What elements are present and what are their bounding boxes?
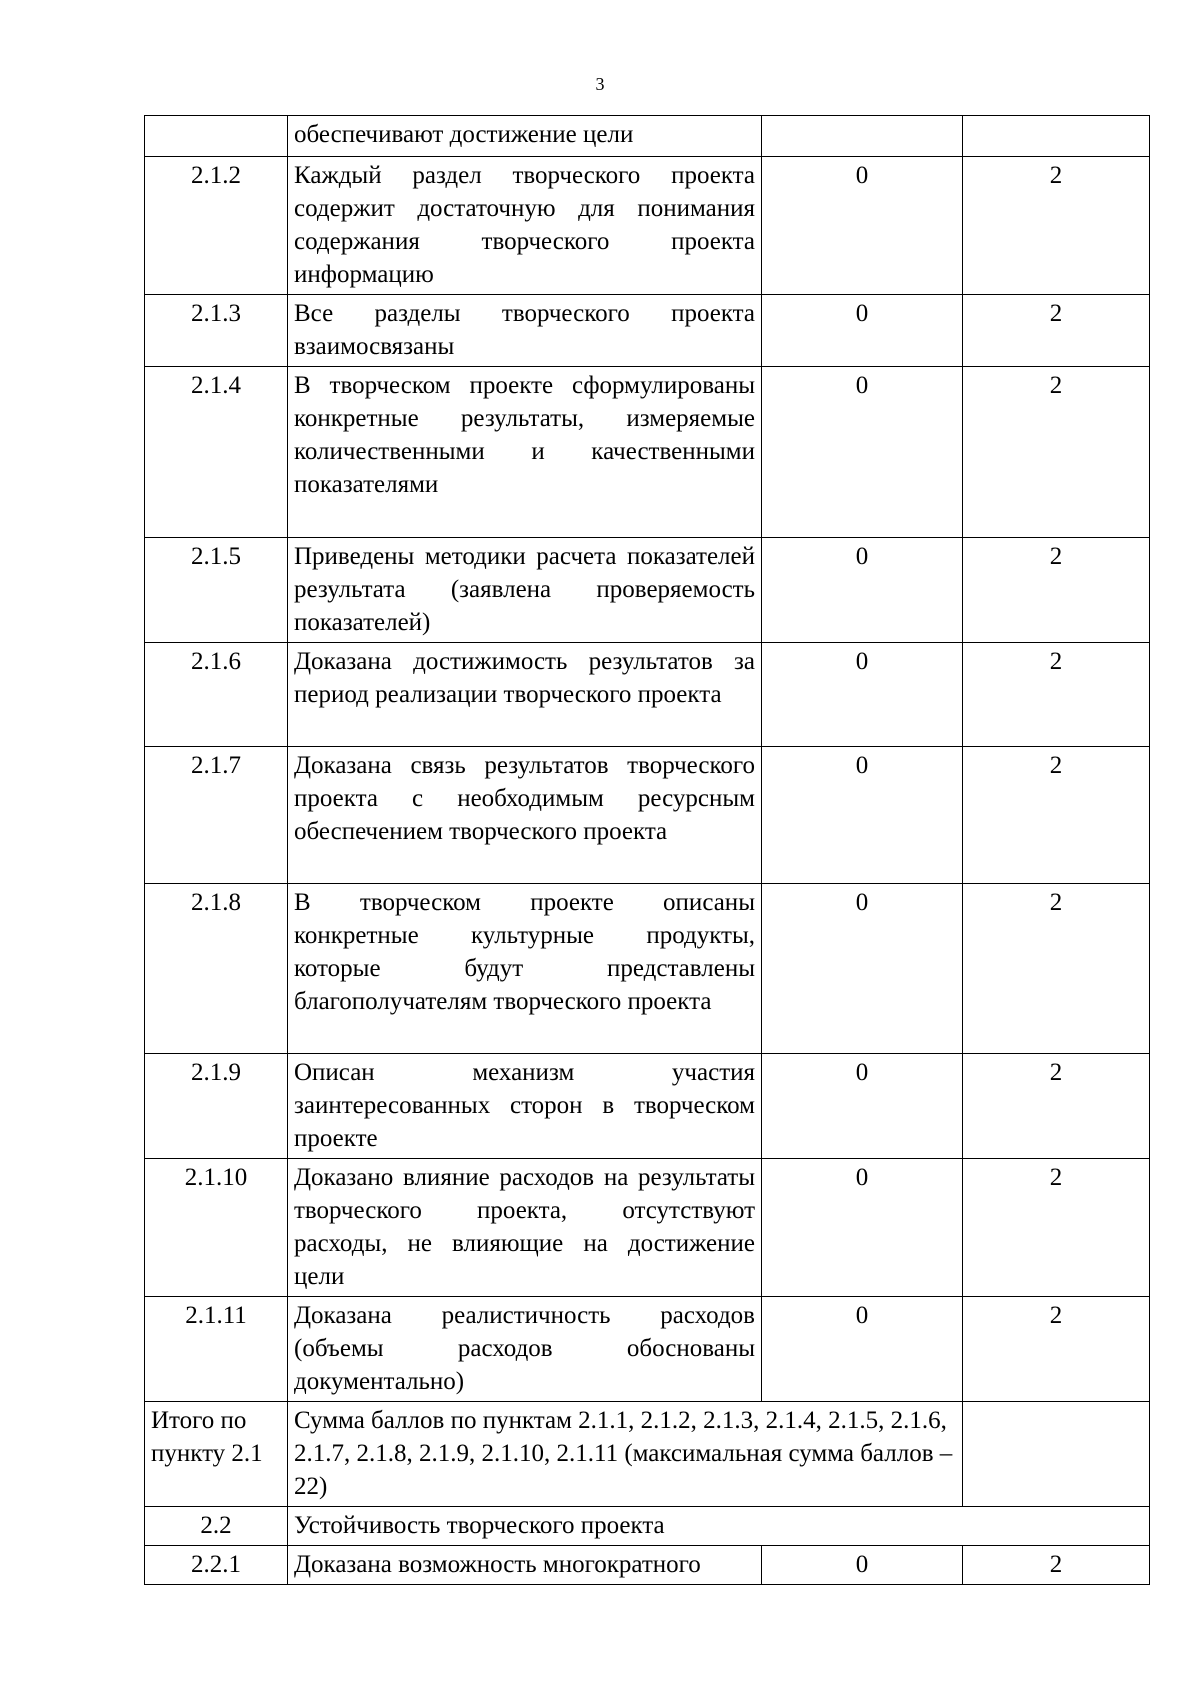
criterion-number: 2.1.9 [145, 1054, 288, 1159]
table-row [145, 1054, 1150, 1159]
criterion-number: 2.1.3 [145, 295, 288, 367]
min-score [762, 116, 963, 157]
total-row [145, 1402, 1150, 1507]
max-score: 2 [963, 1546, 1150, 1585]
criterion-text: В творческом проекте описаны конкретные культурные продукты, которые будут представлены благополучателям творческого проекта [288, 884, 762, 1054]
criterion-text: Описан механизм участия заинтересованных сторон в творческом проекте [288, 1054, 762, 1159]
table-row [145, 1159, 1150, 1297]
min-score: 0 [762, 1546, 963, 1585]
table-row [145, 747, 1150, 884]
total-score [963, 1402, 1150, 1507]
total-text: Сумма баллов по пунктам 2.1.1, 2.1.2, 2.1.3, 2.1.4, 2.1.5, 2.1.6, 2.1.7, 2.1.8, 2.1.9, 2.1.10, 2.1.11 (максимальная сумма баллов – 22) [288, 1402, 963, 1507]
section-number: 2.2 [145, 1507, 288, 1546]
min-score: 0 [762, 643, 963, 747]
min-score: 0 [762, 1297, 963, 1402]
criterion-number: 2.1.8 [145, 884, 288, 1054]
max-score: 2 [963, 747, 1150, 884]
max-score: 2 [963, 1054, 1150, 1159]
criterion-text: обеспечивают достижение цели [288, 116, 762, 157]
max-score: 2 [963, 538, 1150, 643]
criterion-number: 2.1.7 [145, 747, 288, 884]
criterion-text: Доказана реалистичность расходов (объемы расходов обоснованы документально) [288, 1297, 762, 1402]
criterion-number: 2.1.5 [145, 538, 288, 643]
max-score: 2 [963, 295, 1150, 367]
criterion-text: Доказана достижимость результатов за период реализации творческого проекта [288, 643, 762, 747]
max-score: 2 [963, 1297, 1150, 1402]
min-score: 0 [762, 1054, 963, 1159]
table-row [145, 367, 1150, 538]
table-row [145, 643, 1150, 747]
criterion-text: В творческом проекте сформулированы конкретные результаты, измеряемые количественными и качественными показателями [288, 367, 762, 538]
criterion-number: 2.1.10 [145, 1159, 288, 1297]
table-row [145, 1297, 1150, 1402]
criterion-text: Каждый раздел творческого проекта содержит достаточную для понимания содержания творческого проекта информацию [288, 157, 762, 295]
criteria-table [144, 115, 1150, 1585]
max-score: 2 [963, 884, 1150, 1054]
min-score: 0 [762, 367, 963, 538]
min-score: 0 [762, 884, 963, 1054]
criterion-number [145, 116, 288, 157]
criterion-number: 2.1.6 [145, 643, 288, 747]
total-label: Итого по пункту 2.1 [145, 1402, 288, 1507]
table-row [145, 538, 1150, 643]
criterion-text: Доказана связь результатов творческого проекта с необходимым ресурсным обеспечением творческого проекта [288, 747, 762, 884]
criterion-number: 2.1.2 [145, 157, 288, 295]
section-title: Устойчивость творческого проекта [288, 1507, 1150, 1546]
criterion-text: Все разделы творческого проекта взаимосвязаны [288, 295, 762, 367]
table-row [145, 157, 1150, 295]
table-row [145, 1546, 1150, 1585]
max-score: 2 [963, 367, 1150, 538]
table-row [145, 116, 1150, 157]
max-score: 2 [963, 1159, 1150, 1297]
max-score: 2 [963, 643, 1150, 747]
table-row [145, 884, 1150, 1054]
table-row [145, 295, 1150, 367]
criterion-text: Доказано влияние расходов на результаты творческого проекта, отсутствуют расходы, не влияющие на достижение цели [288, 1159, 762, 1297]
min-score: 0 [762, 538, 963, 643]
criterion-number: 2.2.1 [145, 1546, 288, 1585]
min-score: 0 [762, 1159, 963, 1297]
criterion-number: 2.1.11 [145, 1297, 288, 1402]
section-heading-row [145, 1507, 1150, 1546]
page-number: 3 [595, 74, 605, 94]
max-score [963, 116, 1150, 157]
min-score: 0 [762, 295, 963, 367]
criterion-text: Приведены методики расчета показателей результата (заявлена проверяемость показателей) [288, 538, 762, 643]
criterion-number: 2.1.4 [145, 367, 288, 538]
min-score: 0 [762, 747, 963, 884]
min-score: 0 [762, 157, 963, 295]
criterion-text: Доказана возможность многократного [288, 1546, 762, 1585]
max-score: 2 [963, 157, 1150, 295]
